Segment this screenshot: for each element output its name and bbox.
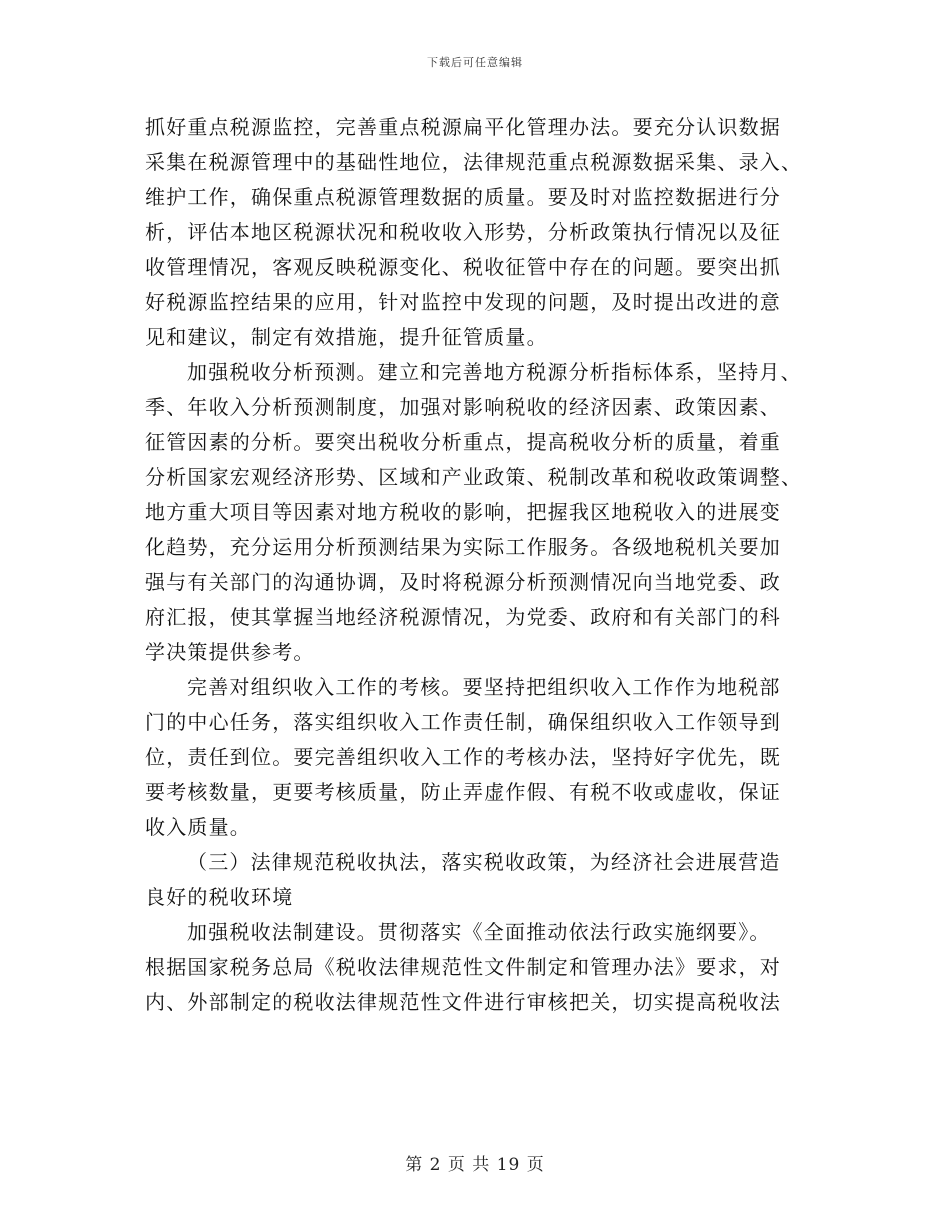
paragraph bbox=[145, 355, 815, 670]
text-line: 府汇报，使其掌握当地经济税源情况，为党委、政府和有关部门的科 bbox=[145, 605, 781, 629]
text-line: 析，评估本地区税源状况和税收收入形势，分析政策执行情况以及征 bbox=[145, 220, 781, 244]
text-line: 见和建议，制定有效措施，提升征管质量。 bbox=[145, 325, 548, 349]
paragraph bbox=[145, 845, 815, 915]
paragraph bbox=[145, 110, 815, 355]
text-line: 强与有关部门的沟通协调，及时将税源分析预测情况向当地党委、政 bbox=[145, 570, 781, 594]
text-line: （三）法律规范税收执法，落实税收政策，为经济社会进展营造 bbox=[187, 850, 781, 874]
page-footer: 第 2 页 共 19 页 bbox=[405, 1155, 545, 1175]
text-line: 分析国家宏观经济形势、区域和产业政策、税制改革和税收政策调整、 bbox=[145, 465, 803, 489]
text-line: 根据国家税务总局《税收法律规范性文件制定和管理办法》要求，对 bbox=[145, 955, 781, 979]
text-line: 内、外部制定的税收法律规范性文件进行审核把关，切实提高税收法 bbox=[145, 990, 781, 1014]
text-line: 季、年收入分析预测制度，加强对影响税收的经济因素、政策因素、 bbox=[145, 395, 781, 419]
text-line: 位，责任到位。要完善组织收入工作的考核办法，坚持好字优先，既 bbox=[145, 745, 781, 769]
text-line: 地方重大项目等因素对地方税收的影响，把握我区地税收入的进展变 bbox=[145, 500, 781, 524]
text-line: 维护工作，确保重点税源管理数据的质量。要及时对监控数据进行分 bbox=[145, 185, 781, 209]
text-line: 化趋势，充分运用分析预测结果为实际工作服务。各级地税机关要加 bbox=[145, 535, 781, 559]
document-body bbox=[145, 110, 815, 1020]
paragraph bbox=[145, 915, 815, 1020]
text-line: 加强税收分析预测。建立和完善地方税源分析指标体系，坚持月、 bbox=[187, 360, 802, 384]
text-line: 收管理情况，客观反映税源变化、税收征管中存在的问题。要突出抓 bbox=[145, 255, 781, 279]
text-line: 征管因素的分析。要突出税收分析重点，提高税收分析的质量，着重 bbox=[145, 430, 781, 454]
text-line: 要考核数量，更要考核质量，防止弄虚作假、有税不收或虚收，保证 bbox=[145, 780, 781, 804]
paragraph bbox=[145, 670, 815, 845]
text-line: 良好的税收环境 bbox=[145, 885, 294, 909]
text-line: 抓好重点税源监控，完善重点税源扁平化管理办法。要充分认识数据 bbox=[145, 115, 781, 139]
text-line: 完善对组织收入工作的考核。要坚持把组织收入工作作为地税部 bbox=[187, 675, 781, 699]
text-line: 收入质量。 bbox=[145, 815, 251, 839]
text-line: 门的中心任务，落实组织收入工作责任制，确保组织收入工作领导到 bbox=[145, 710, 781, 734]
text-line: 好税源监控结果的应用，针对监控中发现的问题，及时提出改进的意 bbox=[145, 290, 781, 314]
text-line: 采集在税源管理中的基础性地位，法律规范重点税源数据采集、录入、 bbox=[145, 150, 803, 174]
page-header-note: 下载后可任意编辑 bbox=[427, 56, 523, 69]
text-line: 学决策提供参考。 bbox=[145, 640, 315, 664]
text-line: 加强税收法制建设。贯彻落实《全面推动依法行政实施纲要》。 bbox=[187, 920, 771, 944]
